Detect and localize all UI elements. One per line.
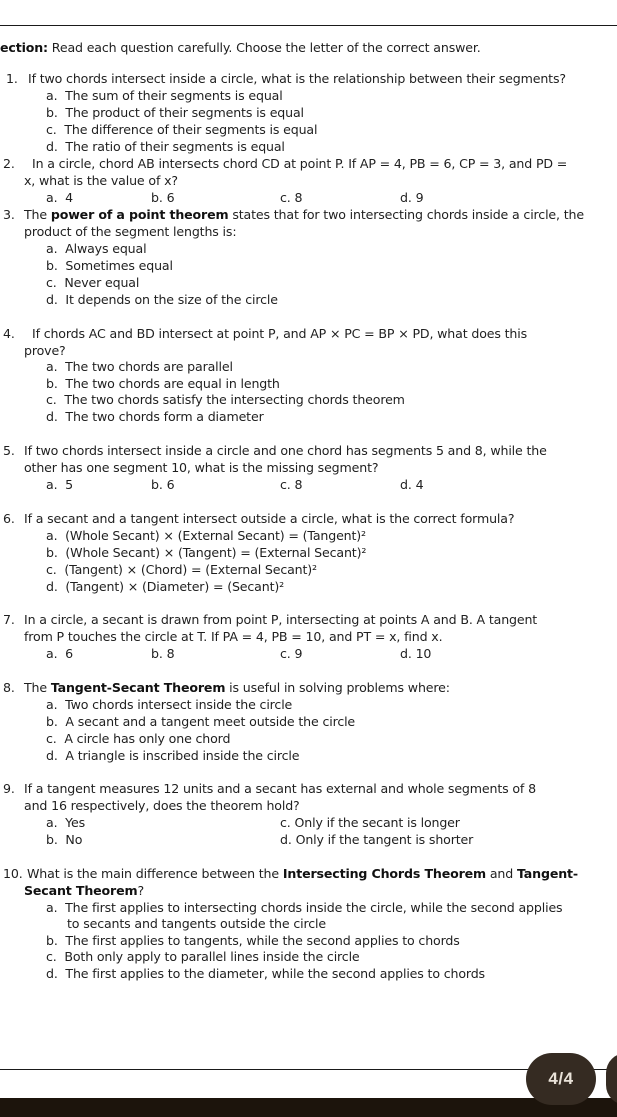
option-text: (Whole Secant) × (Tangent) = (External Secant)² [65, 545, 367, 560]
option-letter: c. [46, 562, 57, 577]
option-d[interactable] [46, 579, 284, 594]
option-letter: c. [46, 122, 57, 137]
question-text [27, 866, 578, 881]
option-letter: b. [46, 832, 58, 847]
option-d[interactable] [46, 409, 264, 424]
option-a[interactable] [46, 646, 73, 661]
option-b[interactable] [46, 832, 82, 847]
option-d[interactable] [400, 190, 423, 205]
question-number: 3. [3, 207, 15, 222]
option-d[interactable] [400, 477, 423, 492]
question-text: If two chords intersect inside a circle and one chord has segments 5 and 8, while the [24, 443, 547, 458]
option-c[interactable] [46, 949, 360, 964]
instructions [0, 40, 481, 55]
option-letter: d. [400, 477, 412, 492]
question-number: 5. [3, 443, 15, 458]
option-letter: a. [46, 88, 58, 103]
option-text: Two chords intersect inside the circle [65, 697, 293, 712]
text-bold-3: Secant Theorem [24, 883, 138, 898]
option-text: 8 [166, 646, 175, 661]
option-text: 6 [166, 190, 175, 205]
option-c[interactable] [46, 392, 405, 407]
option-text: 8 [294, 477, 303, 492]
option-letter: a. [46, 646, 58, 661]
option-c[interactable] [46, 562, 317, 577]
question-number: 7. [3, 612, 15, 627]
text-bold: Tangent-Secant Theorem [50, 680, 226, 695]
text-pre: The [24, 207, 51, 222]
question-number: 6. [3, 511, 15, 526]
question-text-2: product of the segment lengths is: [24, 224, 237, 239]
option-letter: a. [46, 359, 58, 374]
option-text: The ratio of their segments is equal [65, 139, 285, 154]
option-text: Never equal [64, 275, 140, 290]
option-text: The first applies to tangents, while the second applies to chords [65, 933, 460, 948]
option-text: 9 [415, 190, 424, 205]
option-letter: d. [46, 409, 58, 424]
text-post: ? [137, 883, 145, 898]
option-text: 10 [415, 646, 432, 661]
option-b[interactable] [46, 933, 460, 948]
question-number: 9. [3, 781, 15, 796]
option-d[interactable] [46, 748, 299, 763]
option-letter: c. [46, 731, 57, 746]
text-mid: and [486, 866, 517, 881]
option-text: 8 [294, 190, 303, 205]
option-letter: d. [400, 190, 412, 205]
option-b[interactable] [46, 105, 304, 120]
instructions-label: ection: [0, 40, 48, 55]
option-letter: c. [280, 190, 291, 205]
option-text: The product of their segments is equal [65, 105, 304, 120]
option-a[interactable] [46, 900, 562, 915]
option-c[interactable] [46, 275, 139, 290]
option-letter: a. [46, 241, 58, 256]
option-letter: c. [280, 646, 291, 661]
option-c[interactable] [280, 815, 460, 830]
option-text: A circle has only one chord [64, 731, 231, 746]
option-text: 4 [65, 190, 74, 205]
text-post: states that for two intersecting chords inside a circle, the [228, 207, 584, 222]
text-bold: power of a point theorem [50, 207, 229, 222]
page-indicator[interactable]: 4/4 [526, 1053, 596, 1105]
option-b[interactable] [151, 477, 174, 492]
option-d[interactable] [46, 139, 285, 154]
option-letter: a. [46, 697, 58, 712]
bottom-rule [0, 1069, 617, 1070]
question-number: 2. [3, 156, 15, 171]
question-number: 4. [3, 326, 15, 341]
option-text: Both only apply to parallel lines inside the circle [64, 949, 360, 964]
option-d[interactable] [400, 646, 431, 661]
option-b[interactable] [151, 646, 174, 661]
option-b[interactable] [46, 258, 173, 273]
option-letter: b. [46, 933, 58, 948]
option-letter: c. [46, 275, 57, 290]
option-c[interactable] [46, 731, 230, 746]
option-letter: d. [46, 966, 58, 981]
option-d[interactable] [280, 832, 473, 847]
option-text: The two chords form a diameter [65, 409, 264, 424]
option-a[interactable] [46, 88, 283, 103]
option-text: (Whole Secant) × (External Secant) = (Tangent)² [65, 528, 366, 543]
option-text: A triangle is inscribed inside the circle [65, 748, 300, 763]
option-letter: b. [151, 190, 163, 205]
question-text-2 [24, 883, 144, 898]
option-letter: a. [46, 900, 58, 915]
question-text: If chords AC and BD intersect at point P, and AP × PC = BP × PD, what does this [32, 326, 527, 341]
option-letter: b. [46, 376, 58, 391]
option-letter: d. [46, 579, 58, 594]
option-text: Sometimes equal [65, 258, 173, 273]
question-text-2: and 16 respectively, does the theorem hold? [24, 798, 300, 813]
option-letter: d. [46, 748, 58, 763]
option-text: 4 [415, 477, 424, 492]
text-pre: The [24, 680, 51, 695]
option-text: The two chords satisfy the intersecting chords theorem [64, 392, 405, 407]
option-letter: b. [46, 714, 58, 729]
option-letter: d. [46, 139, 58, 154]
option-b[interactable] [46, 545, 366, 560]
option-b[interactable] [46, 376, 280, 391]
question-text-2: x, what is the value of x? [24, 173, 178, 188]
option-text: (Tangent) × (Diameter) = (Secant)² [65, 579, 285, 594]
option-letter: a. [46, 815, 58, 830]
question-text-2: prove? [24, 343, 66, 358]
question-text-2: from P touches the circle at T. If PA = 4, PB = 10, and PT = x, find x. [24, 629, 443, 644]
option-text: The difference of their segments is equal [64, 122, 318, 137]
option-letter: c. [46, 392, 57, 407]
option-letter: a. [46, 190, 58, 205]
option-text: Only if the tangent is shorter [295, 832, 474, 847]
option-letter: b. [46, 105, 58, 120]
bottom-bar [0, 1098, 617, 1117]
option-text: The sum of their segments is equal [65, 88, 283, 103]
option-text: (Tangent) × (Chord) = (External Secant)² [64, 562, 317, 577]
option-b[interactable] [46, 714, 355, 729]
question-text: If a tangent measures 12 units and a secant has external and whole segments of 8 [24, 781, 536, 796]
option-c[interactable] [280, 190, 302, 205]
option-a-continued: to secants and tangents outside the circle [67, 916, 326, 931]
option-letter: d. [46, 292, 58, 307]
question-text: In a circle, chord AB intersects chord CD at point P. If AP = 4, PB = 6, CP = 3, and PD = [32, 156, 568, 171]
text-post: is useful in solving problems where: [225, 680, 450, 695]
option-a[interactable] [46, 241, 146, 256]
option-a[interactable] [46, 190, 73, 205]
option-text: A secant and a tangent meet outside the circle [65, 714, 356, 729]
option-text: Yes [65, 815, 86, 830]
option-letter: c. [280, 815, 291, 830]
option-text: The first applies to intersecting chords inside the circle, while the second applies [65, 900, 563, 915]
option-letter: a. [46, 528, 58, 543]
question-text [24, 680, 450, 695]
option-letter: b. [151, 646, 163, 661]
option-c[interactable] [280, 646, 302, 661]
question-number: 8. [3, 680, 15, 695]
option-text: It depends on the size of the circle [65, 292, 278, 307]
option-c[interactable] [280, 477, 302, 492]
option-a[interactable] [46, 815, 85, 830]
top-rule [0, 25, 617, 26]
option-letter: c. [280, 477, 291, 492]
option-d[interactable] [46, 966, 485, 981]
option-text: The two chords are parallel [65, 359, 233, 374]
option-letter: b. [46, 545, 58, 560]
option-a[interactable] [46, 697, 292, 712]
option-a[interactable] [46, 359, 233, 374]
option-letter: b. [46, 258, 58, 273]
question-text [24, 207, 584, 222]
option-letter: d. [280, 832, 292, 847]
option-text: 9 [294, 646, 303, 661]
option-letter: d. [400, 646, 412, 661]
instructions-text: Read each question carefully. Choose the letter of the correct answer. [47, 40, 481, 55]
option-d[interactable] [46, 292, 278, 307]
question-text: If a secant and a tangent intersect outside a circle, what is the correct formula? [24, 511, 515, 526]
option-a[interactable] [46, 528, 366, 543]
option-letter: a. [46, 477, 58, 492]
option-text: The two chords are equal in length [65, 376, 280, 391]
option-text: The first applies to the diameter, while the second applies to chords [65, 966, 485, 981]
option-b[interactable] [151, 190, 174, 205]
option-text: Only if the secant is longer [294, 815, 460, 830]
option-c[interactable] [46, 122, 317, 137]
question-number: 10. [3, 866, 23, 881]
option-letter: c. [46, 949, 57, 964]
option-text: Always equal [65, 241, 147, 256]
text-bold-2: Tangent- [516, 866, 578, 881]
option-text: 6 [166, 477, 175, 492]
option-text: 5 [65, 477, 74, 492]
option-letter: b. [151, 477, 163, 492]
question-text: If two chords intersect inside a circle, what is the relationship between their segments? [28, 71, 566, 86]
option-text: 6 [65, 646, 74, 661]
text-pre: What is the main difference between the [27, 866, 283, 881]
option-text: No [65, 832, 83, 847]
option-a[interactable] [46, 477, 73, 492]
question-text: In a circle, a secant is drawn from point P, intersecting at points A and B. A tangent [24, 612, 538, 627]
text-bold: Intersecting Chords Theorem [282, 866, 487, 881]
question-text-2: other has one segment 10, what is the missing segment? [24, 460, 379, 475]
question-number: 1. [6, 71, 18, 86]
